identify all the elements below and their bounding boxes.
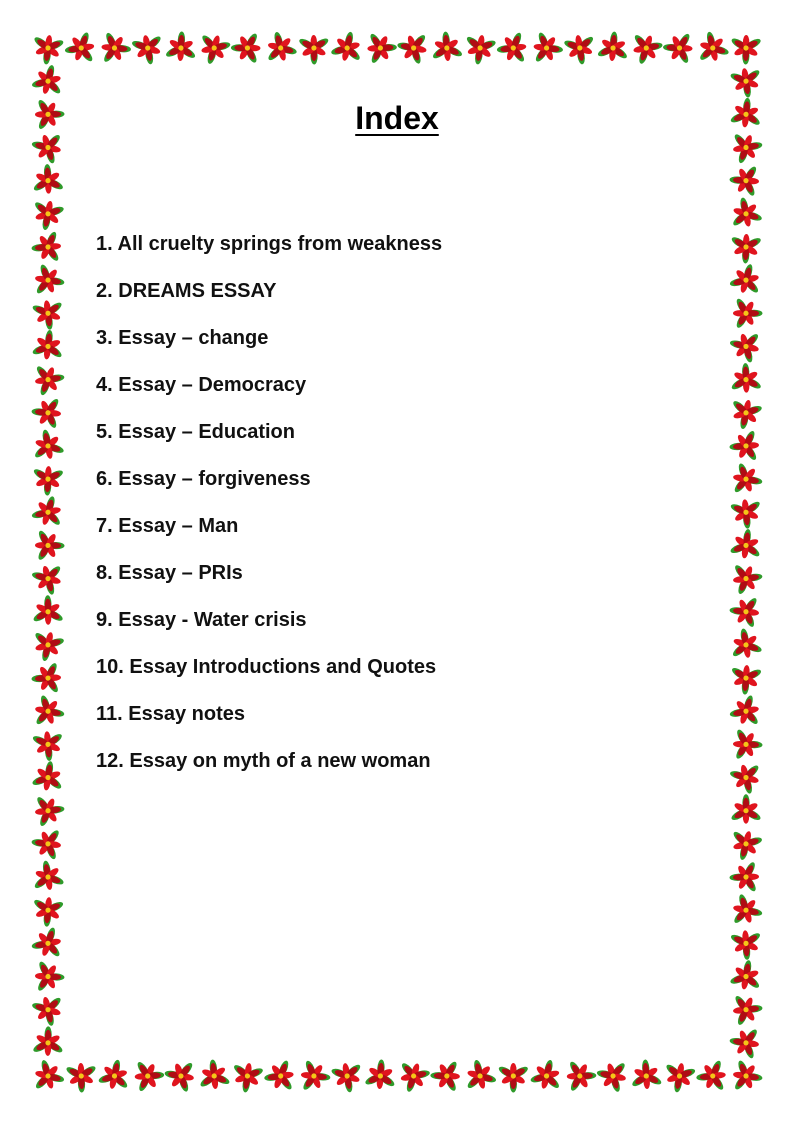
poinsettia-icon bbox=[126, 1057, 168, 1098]
index-item bbox=[96, 745, 442, 792]
poinsettia-icon bbox=[264, 29, 301, 68]
poinsettia-icon bbox=[25, 425, 68, 469]
poinsettia-icon bbox=[727, 397, 765, 433]
poinsettia-icon bbox=[728, 429, 760, 463]
poinsettia-icon bbox=[729, 195, 767, 235]
index-item-text: Essay – Democracy bbox=[118, 374, 307, 396]
poinsettia-icon bbox=[62, 27, 103, 66]
poinsettia-icon bbox=[731, 1058, 765, 1094]
index-item-number: 3. bbox=[96, 327, 113, 349]
poinsettia-icon bbox=[662, 31, 693, 65]
poinsettia-icon bbox=[727, 626, 764, 661]
poinsettia-icon bbox=[725, 691, 769, 734]
index-item-text: Essay – forgiveness bbox=[118, 468, 311, 490]
poinsettia-icon bbox=[27, 758, 66, 799]
poinsettia-icon bbox=[25, 25, 68, 68]
poinsettia-icon bbox=[593, 27, 636, 70]
poinsettia-icon bbox=[327, 29, 365, 68]
page-title: Index bbox=[355, 100, 439, 136]
index-item-text: Essay notes bbox=[128, 703, 245, 725]
index-item-number: 9. bbox=[96, 609, 113, 631]
index-item bbox=[96, 651, 442, 698]
poinsettia-icon bbox=[726, 261, 762, 299]
poinsettia-icon bbox=[363, 1058, 397, 1090]
poinsettia-icon bbox=[31, 896, 66, 928]
poinsettia-icon bbox=[29, 492, 68, 530]
poinsettia-icon bbox=[657, 1053, 700, 1097]
index-item bbox=[96, 604, 442, 651]
poinsettia-icon bbox=[326, 1055, 365, 1095]
poinsettia-icon bbox=[724, 725, 767, 767]
index-item-text: Essay Introductions and Quotes bbox=[129, 656, 437, 678]
index-item-number: 6. bbox=[96, 468, 113, 490]
poinsettia-icon bbox=[624, 1055, 666, 1098]
poinsettia-icon bbox=[159, 28, 200, 70]
poinsettia-icon bbox=[594, 1059, 634, 1097]
poinsettia-icon bbox=[94, 1055, 137, 1099]
poinsettia-icon bbox=[162, 1057, 197, 1094]
poinsettia-icon bbox=[25, 788, 68, 831]
poinsettia-icon bbox=[528, 1056, 566, 1092]
poinsettia-icon bbox=[726, 1025, 767, 1064]
poinsettia-icon bbox=[29, 562, 68, 599]
poinsettia-icon bbox=[728, 66, 764, 100]
poinsettia-icon bbox=[560, 25, 603, 69]
index-item bbox=[96, 557, 442, 604]
index-item-text: Essay – Man bbox=[118, 515, 239, 537]
poinsettia-icon bbox=[29, 925, 64, 962]
poinsettia-icon bbox=[291, 1056, 334, 1099]
poinsettia-icon bbox=[25, 457, 67, 500]
poinsettia-icon bbox=[393, 25, 437, 68]
poinsettia-icon bbox=[27, 821, 70, 864]
index-item-text: Essay - Water crisis bbox=[118, 609, 307, 631]
poinsettia-icon bbox=[725, 561, 766, 600]
index-item bbox=[96, 275, 442, 322]
index-item-number: 2. bbox=[96, 280, 113, 302]
poinsettia-icon bbox=[693, 28, 731, 64]
index-item bbox=[96, 510, 442, 557]
poinsettia-icon bbox=[25, 260, 69, 303]
poinsettia-icon bbox=[191, 25, 235, 68]
poinsettia-icon bbox=[731, 992, 764, 1027]
poinsettia-icon bbox=[525, 27, 566, 67]
poinsettia-icon bbox=[728, 594, 761, 629]
poinsettia-icon bbox=[358, 25, 401, 67]
index-item-number: 7. bbox=[96, 515, 113, 537]
poinsettia-icon bbox=[30, 857, 69, 898]
poinsettia-icon bbox=[427, 1057, 469, 1098]
poinsettia-icon bbox=[727, 26, 768, 68]
poinsettia-icon bbox=[32, 693, 67, 730]
index-item-number: 5. bbox=[96, 421, 113, 443]
poinsettia-icon bbox=[30, 328, 65, 361]
poinsettia-icon bbox=[724, 922, 765, 964]
index-item-number: 8. bbox=[96, 562, 113, 584]
poinsettia-icon bbox=[457, 1055, 501, 1099]
poinsettia-icon bbox=[28, 394, 70, 434]
poinsettia-icon bbox=[726, 525, 769, 568]
poinsettia-icon bbox=[27, 227, 70, 270]
poinsettia-icon bbox=[260, 1056, 303, 1099]
poinsettia-icon bbox=[495, 30, 528, 65]
index-item-text: Essay – change bbox=[118, 327, 269, 349]
poinsettia-icon bbox=[28, 987, 71, 1031]
poinsettia-icon bbox=[31, 730, 66, 762]
index-item-text: Essay – PRIs bbox=[118, 562, 243, 584]
index-item-text: DREAMS ESSAY bbox=[118, 280, 277, 302]
index-item-number: 4. bbox=[96, 374, 113, 396]
index-item-text: All cruelty springs from weakness bbox=[117, 233, 443, 255]
poinsettia-icon bbox=[725, 323, 769, 367]
poinsettia-icon bbox=[196, 1058, 231, 1091]
poinsettia-icon bbox=[566, 1059, 597, 1092]
poinsettia-icon bbox=[723, 890, 767, 933]
poinsettia-icon bbox=[26, 955, 68, 996]
poinsettia-icon bbox=[725, 857, 768, 899]
poinsettia-icon bbox=[727, 656, 768, 698]
index-item-number: 12. bbox=[96, 750, 124, 772]
poinsettia-icon bbox=[129, 32, 166, 67]
index-item bbox=[96, 416, 442, 463]
index-item-number: 10. bbox=[96, 656, 124, 678]
poinsettia-icon bbox=[728, 957, 765, 992]
index-item bbox=[96, 228, 442, 275]
poinsettia-icon bbox=[30, 193, 68, 233]
poinsettia-icon bbox=[726, 490, 769, 533]
index-list bbox=[96, 228, 442, 792]
poinsettia-icon bbox=[100, 31, 132, 66]
poinsettia-icon bbox=[724, 291, 767, 333]
poinsettia-icon bbox=[28, 1056, 67, 1093]
index-item bbox=[96, 369, 442, 416]
poinsettia-icon bbox=[298, 35, 331, 65]
poinsettia-icon bbox=[729, 233, 762, 264]
poinsettia-icon bbox=[28, 656, 70, 697]
poinsettia-icon bbox=[626, 30, 666, 68]
poinsettia-icon bbox=[462, 33, 498, 67]
poinsettia-icon bbox=[725, 158, 768, 200]
poinsettia-icon bbox=[35, 529, 65, 562]
index-item-text: Essay on myth of a new woman bbox=[129, 750, 431, 772]
index-item bbox=[96, 463, 442, 510]
poinsettia-icon bbox=[27, 292, 67, 333]
poinsettia-icon bbox=[729, 824, 766, 863]
poinsettia-icon bbox=[227, 26, 270, 68]
poinsettia-icon bbox=[491, 1054, 533, 1097]
index-item bbox=[96, 322, 442, 369]
poinsettia-icon bbox=[31, 163, 65, 194]
poinsettia-icon bbox=[26, 591, 68, 634]
poinsettia-icon bbox=[727, 359, 768, 401]
poinsettia-icon bbox=[730, 794, 762, 824]
poinsettia-icon bbox=[428, 28, 468, 70]
index-item-text: Essay – Education bbox=[118, 421, 295, 443]
poinsettia-icon bbox=[398, 1057, 434, 1095]
index-item-number: 1. bbox=[96, 233, 113, 255]
index-item bbox=[96, 698, 442, 745]
poinsettia-icon bbox=[229, 1055, 268, 1096]
poinsettia-icon bbox=[62, 1054, 104, 1097]
poinsettia-icon bbox=[25, 622, 68, 666]
poinsettia-icon bbox=[33, 361, 67, 397]
poinsettia-icon bbox=[726, 758, 763, 797]
poinsettia-icon bbox=[29, 1022, 71, 1065]
index-item-number: 11. bbox=[96, 703, 123, 725]
poinsettia-icon bbox=[725, 458, 765, 497]
poinsettia-icon bbox=[693, 1054, 734, 1094]
